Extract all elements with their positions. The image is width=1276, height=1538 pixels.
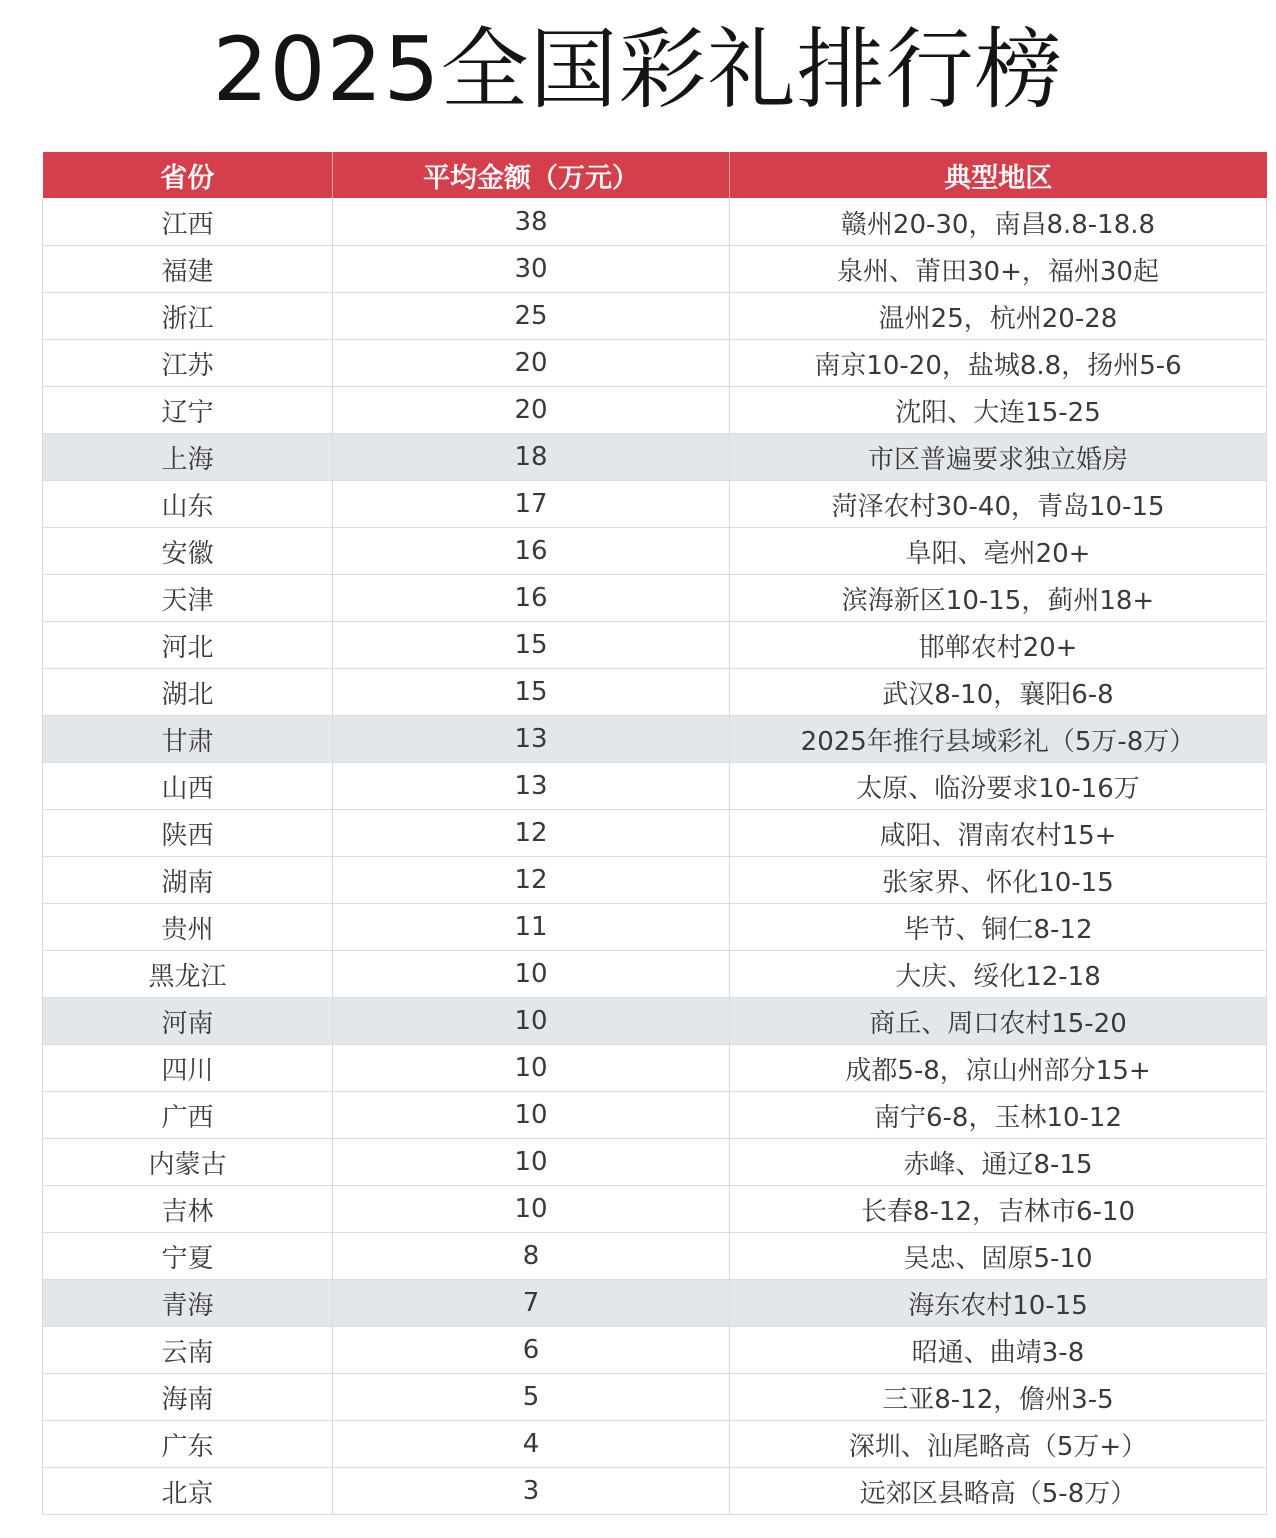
table-row [43,246,1267,293]
province-cell: 山西 [43,763,333,810]
amount-cell: 10 [333,1045,730,1092]
province-cell: 宁夏 [43,1233,333,1280]
province-cell: 甘肃 [43,716,333,763]
regions-cell: 成都5-8，凉山州部分15+ [730,1045,1267,1092]
province-cell: 江苏 [43,340,333,387]
province-cell: 吉林 [43,1186,333,1233]
amount-cell: 5 [333,1374,730,1421]
amount-cell: 20 [333,387,730,434]
table-row [43,1045,1267,1092]
amount-cell: 10 [333,951,730,998]
province-cell: 海南 [43,1374,333,1421]
regions-cell: 毕节、铜仁8-12 [730,904,1267,951]
table-row [43,998,1267,1045]
province-cell: 天津 [43,575,333,622]
amount-cell: 13 [333,763,730,810]
table-row [43,857,1267,904]
table-row [43,1421,1267,1468]
province-cell: 陕西 [43,810,333,857]
table-row [43,340,1267,387]
amount-cell: 15 [333,669,730,716]
regions-cell: 大庆、绥化12-18 [730,951,1267,998]
regions-cell: 长春8-12，吉林市6-10 [730,1186,1267,1233]
province-cell: 河南 [43,998,333,1045]
table-row [43,951,1267,998]
province-cell: 广东 [43,1421,333,1468]
regions-cell: 市区普遍要求独立婚房 [730,434,1267,481]
province-cell: 贵州 [43,904,333,951]
amount-cell: 12 [333,810,730,857]
regions-cell: 南京10-20，盐城8.8，扬州5-6 [730,340,1267,387]
table-row [43,528,1267,575]
page-title: 2025全国彩礼排行榜 [212,18,1064,121]
table-row [43,434,1267,481]
regions-cell: 沈阳、大连15-25 [730,387,1267,434]
regions-cell: 咸阳、渭南农村15+ [730,810,1267,857]
header-average-amount: 平均金额（万元） [333,152,730,199]
regions-cell: 远郊区县略高（5-8万） [730,1468,1267,1515]
amount-cell: 10 [333,1092,730,1139]
regions-cell: 武汉8-10，襄阳6-8 [730,669,1267,716]
table-row [43,763,1267,810]
province-cell: 广西 [43,1092,333,1139]
amount-cell: 6 [333,1327,730,1374]
table-row [43,199,1267,246]
amount-cell: 12 [333,857,730,904]
table-row [43,1468,1267,1515]
regions-cell: 深圳、汕尾略高（5万+） [730,1421,1267,1468]
regions-cell: 赤峰、通辽8-15 [730,1139,1267,1186]
table-header-row [43,152,1267,199]
regions-cell: 赣州20-30，南昌8.8-18.8 [730,199,1267,246]
province-cell: 浙江 [43,293,333,340]
table-row [43,716,1267,763]
table-row [43,1092,1267,1139]
amount-cell: 38 [333,199,730,246]
regions-cell: 张家界、怀化10-15 [730,857,1267,904]
table-body [43,199,1267,1515]
province-cell: 安徽 [43,528,333,575]
regions-cell: 滨海新区10-15，蓟州18+ [730,575,1267,622]
amount-cell: 11 [333,904,730,951]
regions-cell: 太原、临汾要求10-16万 [730,763,1267,810]
regions-cell: 商丘、周口农村15-20 [730,998,1267,1045]
province-cell: 湖南 [43,857,333,904]
table-row [43,575,1267,622]
province-cell: 江西 [43,199,333,246]
amount-cell: 10 [333,1139,730,1186]
table-row [43,293,1267,340]
amount-cell: 13 [333,716,730,763]
amount-cell: 10 [333,998,730,1045]
table-row [43,622,1267,669]
regions-cell: 邯郸农村20+ [730,622,1267,669]
regions-cell: 2025年推行县域彩礼（5万-8万） [730,716,1267,763]
bride-price-ranking-table [42,152,1267,1515]
province-cell: 北京 [43,1468,333,1515]
table-row [43,1233,1267,1280]
table-row [43,387,1267,434]
amount-cell: 18 [333,434,730,481]
amount-cell: 15 [333,622,730,669]
province-cell: 四川 [43,1045,333,1092]
table-row [43,1280,1267,1327]
regions-cell: 阜阳、亳州20+ [730,528,1267,575]
amount-cell: 8 [333,1233,730,1280]
amount-cell: 30 [333,246,730,293]
table-row [43,669,1267,716]
province-cell: 青海 [43,1280,333,1327]
province-cell: 辽宁 [43,387,333,434]
province-cell: 云南 [43,1327,333,1374]
province-cell: 黑龙江 [43,951,333,998]
regions-cell: 南宁6-8，玉林10-12 [730,1092,1267,1139]
province-cell: 福建 [43,246,333,293]
table-row [43,1139,1267,1186]
province-cell: 山东 [43,481,333,528]
table-row [43,904,1267,951]
regions-cell: 泉州、莆田30+，福州30起 [730,246,1267,293]
regions-cell: 温州25，杭州20-28 [730,293,1267,340]
table-row [43,1374,1267,1421]
amount-cell: 16 [333,528,730,575]
amount-cell: 4 [333,1421,730,1468]
amount-cell: 20 [333,340,730,387]
province-cell: 内蒙古 [43,1139,333,1186]
table-row [43,810,1267,857]
amount-cell: 3 [333,1468,730,1515]
regions-cell: 菏泽农村30-40，青岛10-15 [730,481,1267,528]
header-typical-regions: 典型地区 [730,152,1267,199]
amount-cell: 16 [333,575,730,622]
header-province: 省份 [43,152,333,199]
amount-cell: 17 [333,481,730,528]
province-cell: 湖北 [43,669,333,716]
amount-cell: 7 [333,1280,730,1327]
amount-cell: 10 [333,1186,730,1233]
table-row [43,481,1267,528]
regions-cell: 三亚8-12，儋州3-5 [730,1374,1267,1421]
table-row [43,1186,1267,1233]
province-cell: 河北 [43,622,333,669]
regions-cell: 吴忠、固原5-10 [730,1233,1267,1280]
regions-cell: 昭通、曲靖3-8 [730,1327,1267,1374]
province-cell: 上海 [43,434,333,481]
amount-cell: 25 [333,293,730,340]
regions-cell: 海东农村10-15 [730,1280,1267,1327]
table-row [43,1327,1267,1374]
